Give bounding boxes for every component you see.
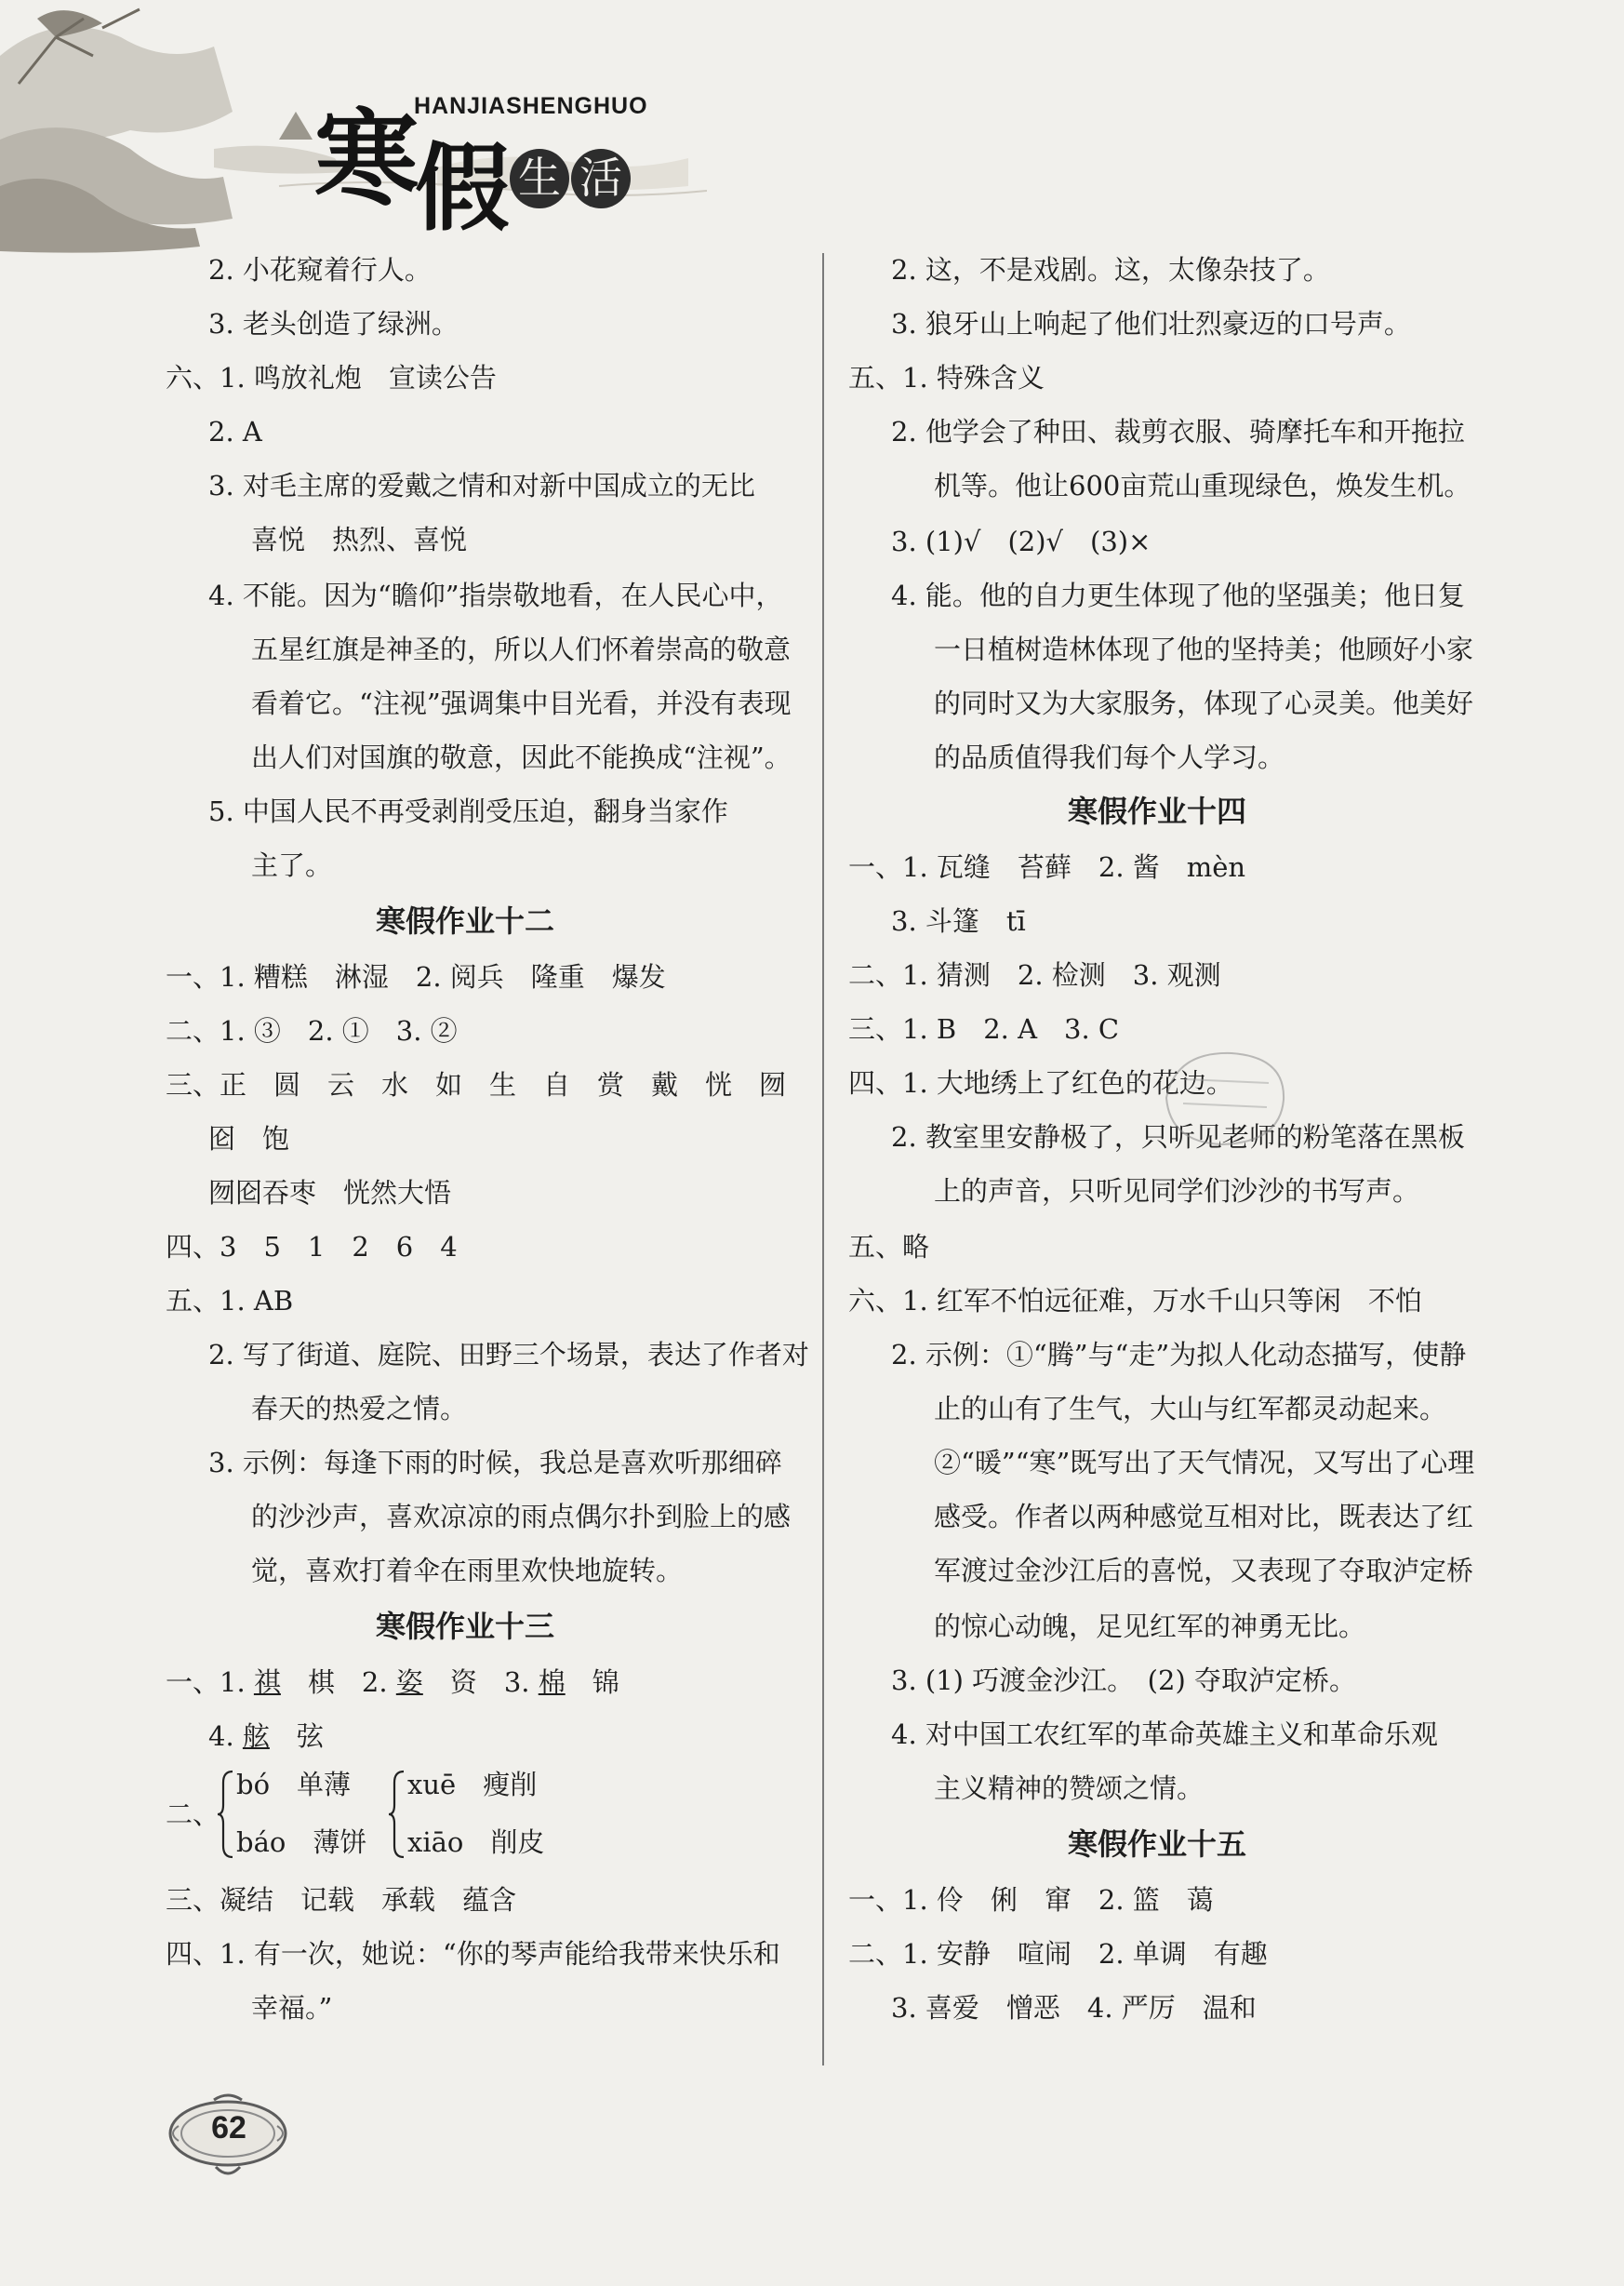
answer-line: báo 薄饼: [236, 1826, 367, 1858]
answer-line: 2. 写了街道、庭院、田野三个场景，表达了作者对: [208, 1339, 809, 1370]
answer-line: xuē 瘦削: [407, 1769, 538, 1800]
answer-line: 六、1. 红军不怕远征难，万水千山只等闲 不怕: [848, 1285, 1422, 1317]
title-char-2: 假: [415, 133, 510, 245]
underlined-char: 舷: [242, 1720, 270, 1752]
answer-line: 3. 喜爱 憎恶 4. 严厉 温和: [891, 1992, 1257, 2024]
answer-line: 4. 不能。因为“瞻仰”指崇敬地看，在人民心中，: [208, 580, 783, 611]
answer-line: 3. (1) 巧渡金沙江。 (2) 夺取泸定桥。: [891, 1664, 1356, 1696]
answer-line: 春天的热爱之情。: [251, 1393, 468, 1424]
title-char-3: 生: [510, 149, 569, 208]
answer-line: 2. 他学会了种田、裁剪衣服、骑摩托车和开拖拉: [891, 416, 1465, 448]
column-divider: [822, 253, 824, 2065]
answer-line: 军渡过金沙江后的喜悦，又表现了夺取泸定桥: [934, 1555, 1474, 1586]
answer-line: 三、1. B 2. A 3. C: [848, 1013, 1120, 1045]
text-part: 棋 2.: [280, 1666, 396, 1698]
answer-line: 看着它。“注视”强调集中目光看，并没有表现: [251, 688, 792, 719]
answer-line: 三、凝结 记载 承载 蕴含: [166, 1884, 517, 1916]
section-heading: 寒假作业十五: [1068, 1826, 1247, 1862]
answer-line: 六、1. 鸣放礼炮 宣读公告: [166, 362, 497, 394]
answer-line: 二、: [166, 1798, 220, 1830]
section-heading: 寒假作业十三: [376, 1609, 555, 1644]
answer-line: 上的声音，只听见同学们沙沙的书写声。: [934, 1175, 1420, 1207]
answer-line: 囵 饱: [208, 1123, 290, 1155]
answer-line: 囫囵吞枣 恍然大悟: [208, 1177, 452, 1209]
answer-line: 的惊心动魄，足见红军的神勇无比。: [934, 1611, 1366, 1642]
answer-line: 感受。作者以两种感觉互相对比，既表达了红: [934, 1501, 1474, 1532]
section-heading: 寒假作业十四: [1068, 794, 1247, 829]
answer-line: 的品质值得我们每个人学习。: [934, 742, 1285, 773]
answer-line: 二、1. 猜测 2. 检测 3. 观测: [848, 959, 1221, 991]
section-heading: 寒假作业十二: [376, 903, 555, 939]
answer-line: 的同时又为大家服务，体现了心灵美。他美好: [934, 688, 1474, 719]
answer-line: ②“暖”“寒”既写出了天气情况，又写出了心理: [934, 1447, 1475, 1478]
answer-line: bó 单薄: [236, 1769, 352, 1800]
header-title: [314, 65, 668, 245]
answer-line: 一日植树造林体现了他的坚持美；他顾好小家: [934, 634, 1474, 665]
answer-line: 2. 这，不是戏剧。这，太像杂技了。: [891, 254, 1330, 286]
answer-line: 五星红旗是神圣的，所以人们怀着崇高的敬意: [251, 634, 792, 665]
text-part: 4.: [208, 1720, 243, 1752]
answer-line: 3. 斗篷 tī: [891, 905, 1026, 937]
answer-line: 3. 对毛主席的爱戴之情和对新中国成立的无比: [208, 470, 755, 501]
answer-line: 3. 狼牙山上响起了他们壮烈豪迈的口号声。: [891, 308, 1411, 340]
answer-line: 2. 小花窥着行人。: [208, 254, 432, 286]
answer-line: 3. 示例：每逢下雨的时候，我总是喜欢听那细碎: [208, 1447, 782, 1478]
answer-line: 幸福。”: [251, 1992, 333, 2024]
answer-line: 四、1. 大地绣上了红色的花边。: [848, 1067, 1233, 1099]
answer-line: 一、1. 瓦缝 苔藓 2. 酱 mèn: [848, 851, 1246, 883]
header-pinyin: HANJIASHENGHUO: [414, 93, 648, 119]
text-part: 锦: [565, 1666, 619, 1698]
text-part: 弦: [269, 1720, 324, 1752]
answer-line: 五、略: [848, 1231, 930, 1263]
answer-line: 4. 对中国工农红军的革命英雄主义和革命乐观: [891, 1718, 1438, 1750]
answer-line: 三、正 圆 云 水 如 生 自 赏 戴 恍 囫: [166, 1069, 787, 1101]
answer-line: 的沙沙声，喜欢凉凉的雨点偶尔扑到脸上的感: [251, 1501, 792, 1532]
answer-line: 4. 能。他的自力更生体现了他的坚强美；他日复: [891, 580, 1465, 611]
underlined-char: 棉: [538, 1666, 566, 1698]
answer-line: 3. 老头创造了绿洲。: [208, 308, 459, 340]
answer-line: 2. 示例：①“腾”与“走”为拟人化动态描写，使静: [891, 1339, 1467, 1370]
answer-line: 二、1. ③ 2. ① 3. ②: [166, 1015, 458, 1047]
answer-line: 2. A: [208, 416, 262, 448]
answer-line: 机等。他让600亩荒山重现绿色，焕发生机。: [934, 470, 1471, 501]
answer-line: 五、1. AB: [166, 1285, 294, 1317]
answer-line: 3. (1)√ (2)√ (3)×: [891, 526, 1151, 557]
brace-icon: [387, 1770, 406, 1859]
title-char-1: 寒: [314, 99, 419, 221]
answer-line: [166, 1664, 619, 1701]
page-number: 62: [211, 2110, 246, 2146]
answer-line: 2. 教室里安静极了，只听见老师的粉笔落在黑板: [891, 1121, 1465, 1153]
brace-icon: [216, 1770, 234, 1859]
watermark-stamp-icon: [1157, 1042, 1293, 1154]
answer-line: 觉，喜欢打着伞在雨里欢快地旋转。: [251, 1555, 684, 1586]
answer-line: 止的山有了生气，大山与红军都灵动起来。: [934, 1393, 1447, 1424]
title-char-4: 活: [571, 149, 631, 208]
answer-line: 5. 中国人民不再受剥削受压迫，翻身当家作: [208, 795, 728, 827]
answer-line: 二、1. 安静 喧闹 2. 单调 有趣: [848, 1938, 1268, 1970]
answer-line: 四、1. 有一次，她说：“你的琴声能给我带来快乐和: [166, 1938, 780, 1970]
answer-line: 喜悦 热烈、喜悦: [251, 524, 468, 555]
underlined-char: 姿: [395, 1666, 423, 1698]
text-part: 一、1.: [166, 1666, 254, 1698]
answer-line: xiāo 削皮: [407, 1826, 545, 1858]
answer-line: 主义精神的赞颂之情。: [934, 1772, 1205, 1804]
answer-line: 一、1. 伶 俐 窜 2. 篮 蔼: [848, 1884, 1214, 1916]
answer-line: 五、1. 特殊含义: [848, 362, 1045, 394]
text-part: 资 3.: [422, 1666, 539, 1698]
answer-line: [208, 1718, 324, 1755]
answer-line: 主了。: [251, 849, 333, 881]
underlined-char: 祺: [253, 1666, 281, 1698]
answer-line: 四、3 5 1 2 6 4: [166, 1231, 458, 1263]
answer-line: 一、1. 糟糕 淋湿 2. 阅兵 隆重 爆发: [166, 961, 666, 993]
answer-line: 出人们对国旗的敬意，因此不能换成“注视”。: [251, 742, 792, 773]
